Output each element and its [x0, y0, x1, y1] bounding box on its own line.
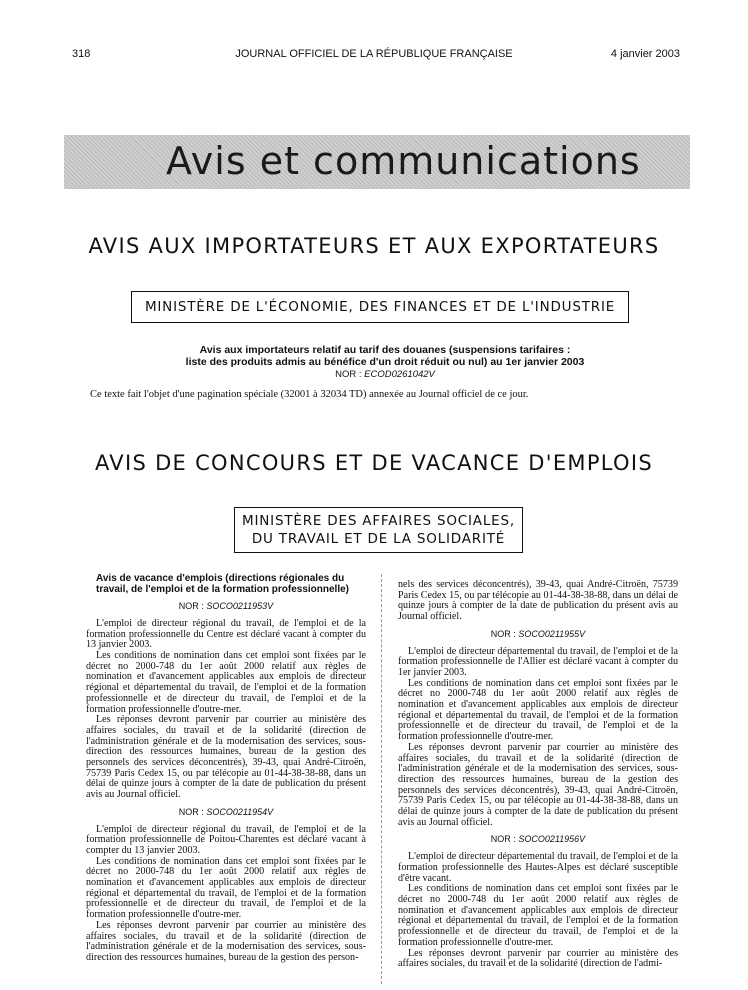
ministry-line2: DU TRAVAIL ET DE LA SOLIDARITÉ [251, 531, 506, 547]
paragraph: Les conditions de nomination dans cet emploi sont fixées par le décret no 2000-748 du 1er août 2000 relatif aux règles de nomination et d'avancement applicables aux emplois de directeur régional et départemental du travail, de l'emploi et de la formation professionnelle et de directeur du travail, de l'emploi et de la formation professionnelle d'outre-mer. [398, 883, 678, 948]
avis-body-text: Ce texte fait l'objet d'une pagination spéciale (32001 à 32034 TD) annexée au Journal officiel de ce jour. [90, 389, 529, 400]
left-column [86, 574, 366, 964]
paragraph: Les réponses devront parvenir par courrier au ministère des affaires sociales, du travail et de la solidarité (direction de l'administration générale et de la modernisation des services, sous-direction des ressources humaines, bureau de la gestion des personnels des services déconcentrés), 39-43, quai André-Citroën, 75739 Paris Cedex 15, ou par télécopie au 01-44-38-38-88, dans un délai de quinze jours à compter de la date de publication du présent avis au Journal officiel. [86, 714, 366, 801]
section-title-concours: AVIS DE CONCOURS ET DE VACANCE D'EMPLOIS [94, 451, 653, 475]
nor-label: NOR : [490, 834, 516, 845]
nor-label: NOR : [335, 369, 362, 380]
nor-reference [398, 834, 678, 845]
paragraph: Les conditions de nomination dans cet emploi sont fixées par le décret no 2000-748 du 1er août 2000 relatif aux règles de nomination et d'avancement applicables aux emplois de directeur régional et départemental du travail, de l'emploi et de la formation professionnelle et de directeur du travail, de l'emploi et de la formation professionnelle d'outre-mer. [398, 677, 678, 743]
section-title-import-export: AVIS AUX IMPORTATEURS ET AUX EXPORTATEURS [88, 234, 660, 258]
nor-reference [86, 807, 366, 818]
paragraph: L'emploi de directeur départemental du travail, de l'emploi et de la formation professionnelle de l'Allier est déclaré vacant à compter du 1er janvier 2003. [398, 645, 678, 678]
avis-title-line1: Avis aux importateurs relatif au tarif des douanes (suspensions tarifaires : [199, 344, 571, 356]
avis-title-line2: liste des produits admis au bénéfice d'un droit réduit ou nul) au 1er janvier 2003 [185, 356, 585, 368]
paragraph: L'emploi de directeur régional du travail, de l'emploi et de la formation professionnelle du Centre est déclaré vacant à compter du 13 janvier 2003. [86, 617, 366, 651]
journal-title: JOURNAL OFFICIEL DE LA RÉPUBLIQUE FRANÇAISE [235, 48, 513, 60]
nor-reference [86, 601, 366, 612]
paragraph: Les conditions de nomination dans cet emploi sont fixées par le décret no 2000-748 du 1er août 2000 relatif aux règles de nomination et d'avancement applicables aux emplois de directeur régional et départemental du travail, de l'emploi et de la formation professionnelle et de directeur du travail, de l'emploi et de la formation professionnelle d'outre-mer. [86, 650, 366, 715]
nor-label: NOR : [178, 601, 204, 612]
nor-reference [140, 369, 630, 380]
page-number: 318 [72, 48, 91, 60]
nor-reference [398, 629, 678, 640]
nor-code: SOCO0211955V [518, 628, 586, 639]
nor-code: ECOD0261042V [364, 369, 435, 380]
nor-label: NOR : [178, 806, 204, 817]
ministry-box-affaires-sociales [234, 507, 523, 553]
nor-code: SOCO0211953V [206, 601, 274, 612]
nor-label: NOR : [490, 628, 516, 639]
paragraph: Les réponses devront parvenir par courrier au ministère des affaires sociales, du travail et de la solidarité (direction de l'admi- [398, 947, 678, 970]
ministry-line1: MINISTÈRE DES AFFAIRES SOCIALES, [242, 513, 515, 529]
column-divider [381, 574, 382, 984]
nor-code: SOCO0211956V [518, 834, 586, 845]
paragraph: L'emploi de directeur départemental du travail, de l'emploi et de la formation professionnelle des Hautes-Alpes est déclaré susceptible d'être vacant. [398, 851, 678, 884]
vacancy-heading: Avis de vacance d'emplois (directions régionales du travail, de l'emploi et de la formation professionnelle) [96, 573, 349, 595]
paragraph: Les réponses devront parvenir par courrier au ministère des affaires sociales, du travail et de la solidarité (direction de l'administration générale et de la modernisation des services, sous-direction des ressources humaines, bureau de la gestion des person- [86, 919, 366, 963]
paragraph: L'emploi de directeur régional du travail, de l'emploi et de la formation professionnelle de Poitou-Charentes est déclaré vacant à compter du 13 janvier 2003. [86, 823, 366, 856]
paragraph: Les réponses devront parvenir par courrier au ministère des affaires sociales, du travail et de la solidarité (direction de l'administration générale et de la modernisation des services, sous-direction des ressources humaines, bureau de la gestion des personnels des services déconcentrés), 39-43, quai André-Citroën, 75739 Paris Cedex 15, ou par télécopie au 01-44-38-38-88, dans un délai de quinze jours à compter de la date de publication du présent avis au Journal officiel. [398, 741, 678, 828]
nor-code: SOCO0211954V [206, 806, 274, 817]
ministry-box-economie: MINISTÈRE DE L'ÉCONOMIE, DES FINANCES ET DE L'INDUSTRIE [131, 291, 629, 323]
right-column [398, 580, 678, 970]
paragraph: Les conditions de nomination dans cet emploi sont fixées par le décret no 2000-748 du 1er août 2000 relatif aux règles de nomination et d'avancement applicables aux emplois de directeur régional et départemental du travail, de l'emploi et de la formation professionnelle et de directeur du travail, de l'emploi et de la formation professionnelle d'outre-mer. [86, 855, 366, 921]
banner-title: Avis et communications [166, 139, 641, 183]
issue-date: 4 janvier 2003 [610, 48, 680, 60]
paragraph-continued: nels des services déconcentrés), 39-43, quai André-Citroën, 75739 Paris Cedex 15, ou par télécopie au 01-44-38-38-88, dans un délai de quinze jours à compter de la date de publication du présent avis au Journal officiel. [398, 579, 678, 623]
